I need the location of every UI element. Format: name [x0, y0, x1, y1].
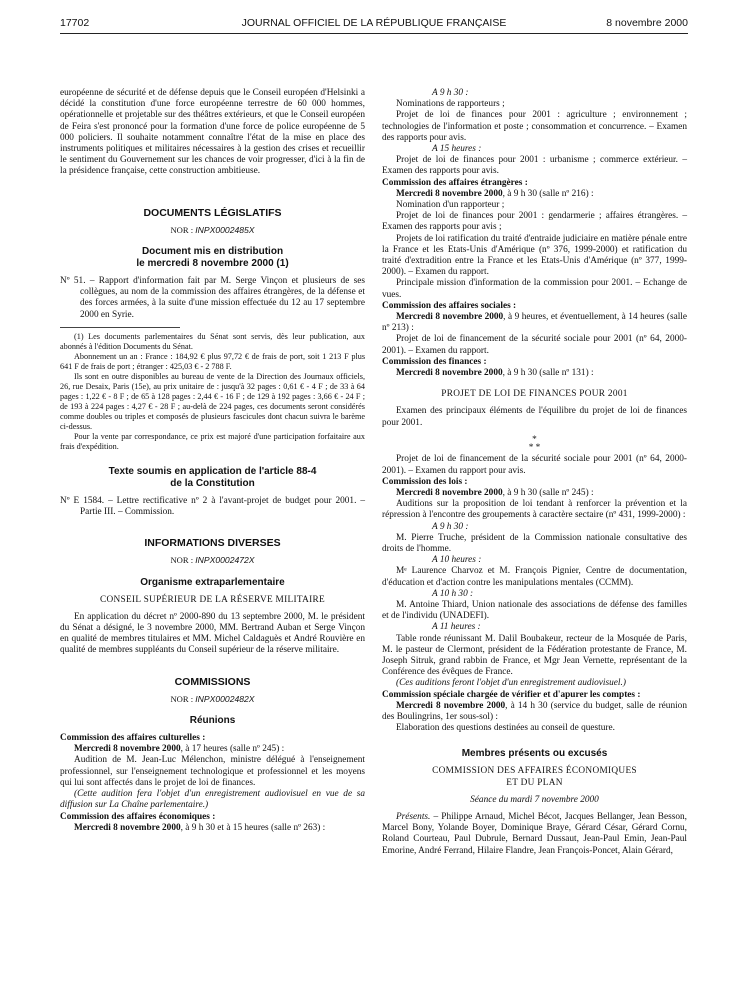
separator-stars-bottom: * *: [528, 443, 541, 454]
conseil-title: CONSEIL SUPÉRIEUR DE LA RÉSERVE MILITAIRE: [99, 594, 326, 605]
plf-examen: Examen des principaux éléments de l'équilibre du projet de loi de finances pour 2001.: [382, 406, 687, 428]
eco-plf-agriculture: Projet de loi de finances pour 2001 : agriculture ; environnement ; technologies de l'information et poste ; consommation et concurrence. – Examen des rapports pour avis.: [382, 110, 687, 143]
separator-stars-top: *: [532, 434, 537, 445]
etrangeres-nomination: Nomination d'un rapporteur ;: [396, 200, 505, 211]
page-number: 17702: [60, 17, 90, 29]
finances-plfss: Projet de loi de financement de la sécurité sociale pour 2001 (nº 64, 2000-2001). – Examen du rapport pour avis.: [382, 454, 687, 476]
documents-nor: NOR : INPX0002485X: [170, 224, 255, 235]
commission-finances: Commission des finances :: [382, 356, 487, 367]
etrangeres-mission: Principale mission d'information de la commission pour 2001. – Echange de vues.: [382, 278, 687, 300]
lois-date: Mercredi 8 novembre 2000, à 9 h 30 (salle nº 245) :: [396, 487, 594, 498]
reunions-title: Réunions: [189, 715, 236, 727]
commission-culturelles: Commission des affaires culturelles :: [60, 733, 206, 744]
speciale-text: Elaboration des questions destinées au conseil de questure.: [396, 723, 615, 734]
plf-heading: PROJET DE LOI DE FINANCES POUR 2001: [441, 389, 628, 400]
lois-note: (Ces auditions feront l'objet d'un enregistrement audiovisuel.): [396, 678, 626, 689]
eco-nominations: Nominations de rapporteurs ;: [396, 99, 505, 110]
eco-time-930: A 9 h 30 :: [432, 88, 469, 98]
sociales-text: Projet de loi de financement de la sécurité sociale pour 2001 (nº 64, 2000-2001). – Examen du rapport.: [382, 334, 687, 356]
eco-time-15: A 15 heures :: [432, 144, 482, 155]
sociales-date: Mercredi 8 novembre 2000, à 9 heures, et éventuellement, à 14 heures (salle nº 213) :: [382, 312, 688, 334]
membres-title: Membres présents ou excusés: [461, 748, 608, 760]
footnote-2: Abonnement un an : France : 184,92 € plus 97,72 € de frais de port, soit 1 213 F plus 641 F de frais de port ; étranger : 425,03 € - 2 788 F.: [60, 351, 365, 371]
lois-time-11: A 11 heures :: [432, 622, 481, 633]
document-51: Nº 51. – Rapport d'information fait par M. Serge Vinçon et plusieurs de ses collègues, au nom de la commission des affaires étrangères, de la défense et des forces armées, à la suite d'une mission effectuée du 12 au 17 septembre 2000 en Syrie.: [60, 276, 365, 320]
issue-date: 8 novembre 2000: [606, 17, 688, 29]
etrangeres-plf: Projet de loi de finances pour 2001 : gendarmerie ; affaires étrangères. – Examen des rapports pour avis ;: [382, 211, 687, 233]
footnote-1: (1) Les documents parlementaires du Sénat sont servis, dès leur publication, aux abonnés à l'édition Documents du Sénat.: [60, 331, 365, 351]
distribution-title: Document mis en distribution le mercredi 8 novembre 2000 (1): [136, 246, 289, 270]
lois-time-930: A 9 h 30 :: [432, 521, 469, 532]
eco-plf-urbanisme: Projet de loi de finances pour 2001 : urbanisme ; commerce extérieur. – Examen des rapports pour avis.: [382, 155, 687, 177]
commissions-nor: NOR : INPX0002482X: [170, 693, 255, 704]
commission-economiques: Commission des affaires économiques :: [60, 811, 216, 822]
document-e1584: Nº E 1584. – Lettre rectificative nº 2 à l'avant-projet de budget pour 2001. – Partie III. – Commission.: [60, 495, 365, 518]
conseil-text: En application du décret nº 2000-890 du 13 septembre 2000, M. le président du Sénat a désigné, le 3 novembre 2000, MM. Bertrand Auban et Serge Vinçon en qualité de membres titulaires et MM. Michel Caldaguès et André Rouvière en qualité de membres suppléants du Conseil supérieur de la réserve militaire.: [60, 611, 365, 656]
lois-charvoz: Mᵉ Laurence Charvoz et M. François Pignier, Centre de documentation, d'éducation et d'action contre les manipulations mentales (CCMM).: [382, 566, 687, 588]
organisme-title: Organisme extraparlementaire: [140, 576, 285, 588]
footnote-rule: [60, 327, 180, 328]
texte-88-4-title: Texte soumis en application de l'article 88-4 de la Constitution: [108, 465, 317, 489]
lois-thiard: M. Antoine Thiard, Union nationale des associations de défense des familles et de l'individu (UNADEFI).: [382, 599, 687, 622]
commission-sociales: Commission des affaires sociales :: [382, 300, 517, 311]
culturelles-note: (Cette audition fera l'objet d'un enregistrement audiovisuel en vue de sa diffusion sur La Chaîne parlementaire.): [60, 789, 365, 811]
finances-date: Mercredi 8 novembre 2000, à 9 h 30 (salle nº 131) :: [396, 368, 594, 379]
commission-lois: Commission des lois :: [382, 476, 468, 487]
informations-section-title: INFORMATIONS DIVERSES: [144, 537, 281, 550]
lois-truche: M. Pierre Truche, président de la Commission nationale consultative des droits de l'homme.: [382, 532, 687, 554]
intro-paragraph: européenne de sécurité et de défense depuis que le Conseil européen d'Helsinki a décidé la constitution d'une force européenne terrestre de 60 000 hommes, opérationnelle et projetable sur des théâtres extérieurs, et que le Conseil européen de Feira s'est prononcé pour la formation d'une force de police européenne de 5 000 policiers. Il souhaite notamment connaître l'état de la mise en place des instruments politiques et militaires nécessaires à la gestion des crises et recueillir le sentiment du Gouvernement sur les chances de voir progresser, d'ici à la fin de la présidence française, cette construction ambitieuse.: [60, 88, 365, 177]
economiques-date: Mercredi 8 novembre 2000, à 9 h 30 et à 15 heures (salle nº 263) :: [74, 822, 326, 833]
footnote-4: Pour la vente par correspondance, ce prix est majoré d'une participation forfaitaire aux frais d'expédition.: [60, 431, 365, 451]
culturelles-text: Audition de M. Jean-Luc Mélenchon, ministre délégué à l'enseignement professionnel, sur l'enseignement technologique et professionnel et les moyens qui lui sont affectés dans le projet de loi de finances.: [60, 755, 365, 788]
lois-auditions: Auditions sur la proposition de loi tendant à renforcer la prévention et la répression à l'encontre des groupements à caractère sectaire (nº 431, 1999-2000) :: [382, 499, 687, 521]
informations-nor: NOR : INPX0002472X: [170, 555, 255, 566]
commission-speciale: Commission spéciale chargée de vérifier et d'apurer les comptes :: [382, 689, 641, 700]
left-column: [60, 88, 365, 834]
journal-title: JOURNAL OFFICIEL DE LA RÉPUBLIQUE FRANÇAISE: [241, 17, 507, 29]
etrangeres-projets: Projets de loi ratification du traité d'entraide judiciaire en matière pénale entre la France et les Etats-Unis d'Amérique (nº 376, 1999-2000) et ratification du traité d'extradition entre la France et les Etats-Unis d'Amérique (nº 377, 1999-2000). – Examen du rapport.: [382, 233, 687, 278]
culturelles-date: Mercredi 8 novembre 2000, à 17 heures (salle nº 245) :: [74, 744, 285, 755]
lois-time-10: A 10 heures :: [432, 555, 482, 566]
footnote-3: Ils sont en outre disponibles au bureau de vente de la Direction des Journaux officiels, 26, rue Desaix, Paris (15e), au prix unitaire de : jusqu'à 32 pages : 0,61 € - 4 F ; de 33 à 64 pages : 1,22 € - 8 F ; de 65 à 128 pages : 2,44 € - 16 F ; de 129 à 192 pages : 3,66 € - 24 F ; de 193 à 224 pages : 4,27 € - 28 F ; au-delà de 224 pages, ces documents seront considérés comme doubles ou triples et composés de plusieurs fascicules dont chacun suivra le barème ci-dessus.: [60, 371, 365, 431]
page-header: [60, 17, 688, 33]
speciale-date: Mercredi 8 novembre 2000, à 14 h 30 (service du budget, salle de réunion des Boulingrins, 1er sous-sol) :: [382, 700, 687, 722]
right-column: [382, 88, 687, 857]
presents-list: Présents. – Philippe Arnaud, Michel Bécot, Jacques Bellanger, Jean Besson, Marcel Bony, Yolande Boyer, Dominique Braye, Gérard César, Gérard Cornu, Roland Courteau, Paul Dubrule, Bernard Dussaut, Jean-Paul Emin, Jean-Paul Emorine, André Ferrand, Hilaire Flandre, Jean François-Poncet, Alain Gérard,: [382, 811, 687, 856]
lois-table-ronde: Table ronde réunissant M. Dalil Boubakeur, recteur de la Mosquée de Paris, M. le pasteur de Clermont, président de la Fédération protestante de France, M. Joseph Sitruk, grand rabbin de France, et Mgr Jean Vernette, représentant de la Conférence des évêques de France.: [382, 633, 687, 678]
header-rule: [60, 33, 688, 34]
cae-title: COMMISSION DES AFFAIRES ÉCONOMIQUES ET DU PLAN: [432, 766, 637, 788]
etrangeres-date: Mercredi 8 novembre 2000, à 9 h 30 (salle nº 216) :: [396, 188, 594, 199]
commissions-section-title: COMMISSIONS: [174, 675, 251, 688]
commission-etrangeres: Commission des affaires étrangères :: [382, 177, 528, 188]
documents-section-title: DOCUMENTS LÉGISLATIFS: [143, 206, 282, 219]
lois-time-1030: A 10 h 30 :: [432, 588, 474, 599]
seance-date: Séance du mardi 7 novembre 2000: [470, 794, 599, 805]
